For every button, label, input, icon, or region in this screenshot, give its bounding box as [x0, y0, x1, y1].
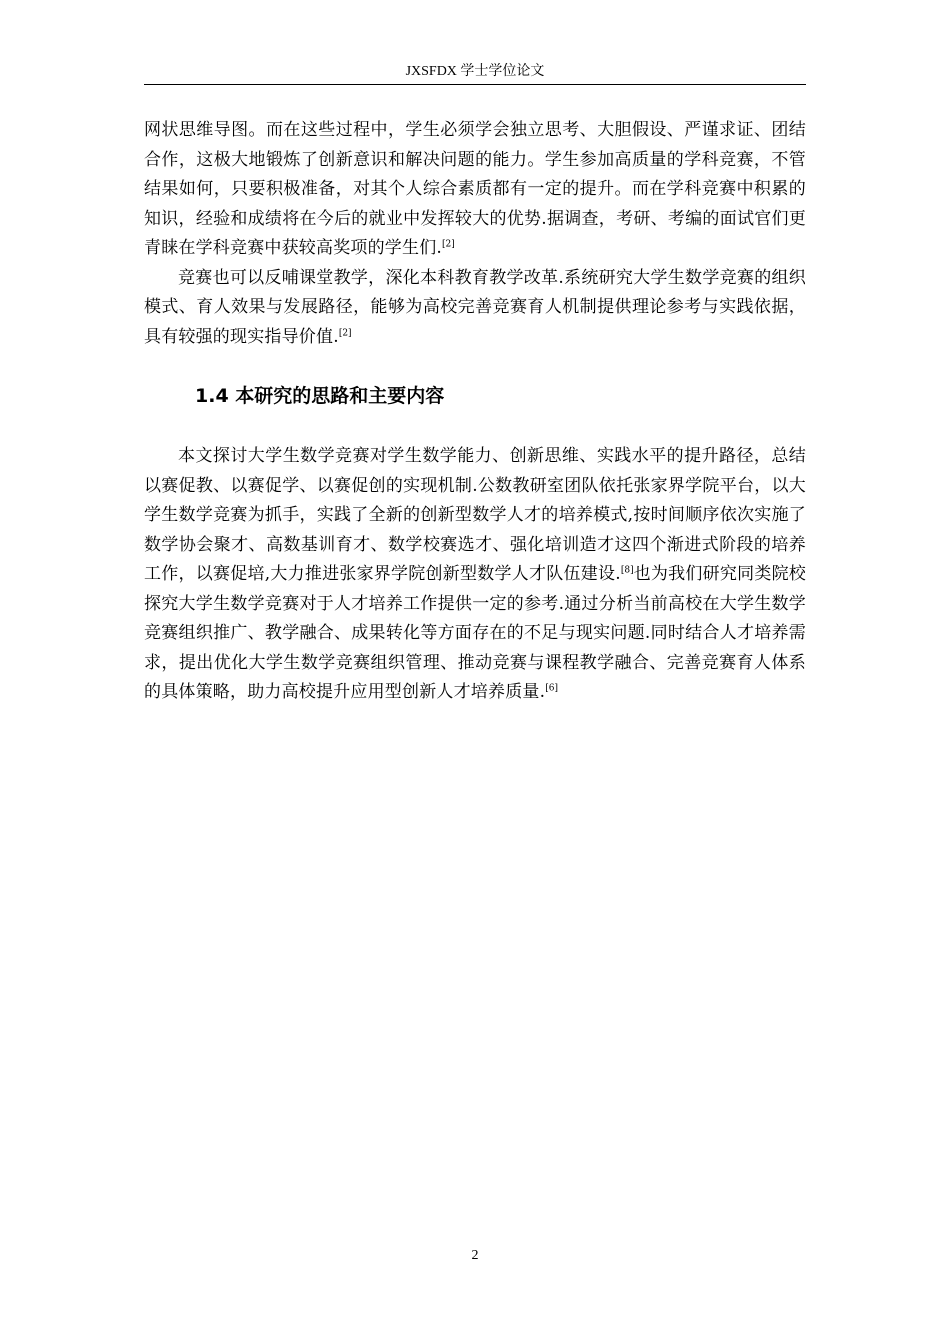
paragraph-3-text-part2: 也为我们研究同类院校探究大学生数学竞赛对于人才培养工作提供一定的参考.通过分析当前高校在大学生数学竞赛组织推广、教学融合、成果转化等方面存在的不足与现实问题.同时结合人才培养需求，提出优化大学生数学竞赛组织管理、推动竞赛与课程教学融合、完善竞赛育人体系的具体策略，助力高校提升应用型创新人才培养质量. [144, 564, 807, 702]
paragraph-3-text-part1: 本文探讨大学生数学竞赛对学生数学能力、创新思维、实践水平的提升路径，总结以赛促教、以赛促学、以赛促创的实现机制.公数教研室团队依托张家界学院平台，以大学生数学竞赛为抓手，实践了全新的创新型数学人才的培养模式,按时间顺序依次实施了数学协会聚才、高数基训育才、数学校赛选才、强化培训造才这四个渐进式阶段的培养工作，以赛促培,大力推进张家界学院创新型数学人才队伍建设. [144, 446, 806, 584]
citation-ref: [2] [442, 239, 455, 250]
page-number: 2 [471, 1248, 479, 1263]
citation-ref: [6] [545, 683, 558, 694]
header-rule [144, 84, 806, 85]
body-paragraph-3 [144, 442, 806, 708]
spacer [144, 410, 806, 442]
citation-ref: [8] [620, 565, 634, 576]
body-paragraph-1 [144, 116, 806, 264]
body-paragraph-2 [144, 264, 806, 353]
section-heading: 1.4 本研究的思路和主要内容 [195, 385, 445, 407]
spacer [144, 352, 806, 382]
paragraph-2-text: 竞赛也可以反哺课堂教学，深化本科教育教学改革.系统研究大学生数学竞赛的组织模式、育人效果与发展路径，能够为高校完善竞赛育人机制提供理论参考与实践依据，具有较强的现实指导价值. [144, 267, 806, 347]
paragraph-1-text: 网状思维导图。而在这些过程中，学生必须学会独立思考、大胆假设、严谨求证、团结合作，这极大地锻炼了创新意识和解决问题的能力。学生参加高质量的学科竞赛，不管结果如何，只要积极准备，对其个人综合素质都有一定的提升。而在学科竞赛中积累的知识，经验和成绩将在今后的就业中发挥较大的优势.据调查，考研、考编的面试官们更青睐在学科竞赛中获较高奖项的学生们. [144, 120, 806, 258]
running-header: JXSFDX 学士学位论文 [405, 64, 545, 79]
page-body [144, 116, 806, 708]
citation-ref: [2] [338, 327, 352, 338]
